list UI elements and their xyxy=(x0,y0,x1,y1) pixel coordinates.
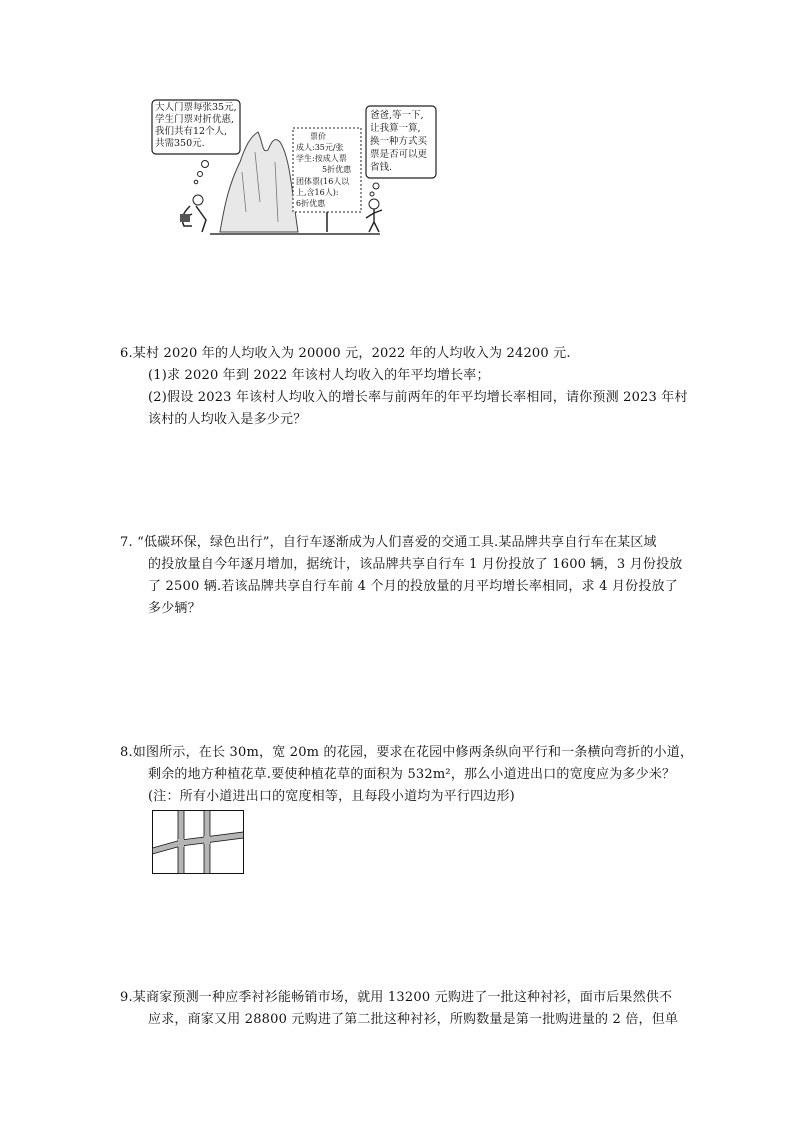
q8-stem: 8.如图所示，在长 30m，宽 20m 的花园，要求在花园中修两条纵向平行和一条横向弯折的小道， xyxy=(120,745,694,760)
garden-figure xyxy=(152,810,244,874)
q6-part-2: (2)假设 2023 年该村人均收入的增长率与前两年的年平均增长率相同，请你预测 2023 年村 xyxy=(148,390,688,405)
q8-note: (注：所有小道进出口的宽度相等，且每段小道均为平行四边形) xyxy=(148,789,515,804)
child-bubble-line: 换一种方式买 xyxy=(370,136,428,147)
q6-part-2-cont: 该村的人均收入是多少元？ xyxy=(148,412,307,427)
q7-line: 多少辆？ xyxy=(148,601,201,616)
price-board-line: 团体票(16人以 xyxy=(296,177,350,186)
q7-line: 的投放量自今年逐月增加，据统计，该品牌共享自行车 1 月份投放了 1600 辆，3 月份投放 xyxy=(148,557,683,572)
q7-stem: 7. “低碳环保，绿色出行”，自行车逐渐成为人们喜爱的交通工具.某品牌共享自行车在某区域 xyxy=(120,535,657,550)
price-board-line: 票价 xyxy=(310,132,326,141)
child-bubble-line: 让我算一算, xyxy=(370,123,421,134)
price-board-line: 学生:按成人票 xyxy=(296,154,347,163)
garden-paths-drawing xyxy=(152,810,244,874)
q9-stem: 9.某商家预测一种应季衬衫能畅销市场，就用 13200 元购进了一批这种衬衫，面市后果然供不 xyxy=(120,990,673,1005)
ticket-illustration xyxy=(150,92,440,240)
child-bubble-line: 省钱. xyxy=(370,162,393,173)
price-board-line: 成人:35元/张 xyxy=(296,143,344,152)
father-bubble-line: 大人门票每张35元, xyxy=(155,102,237,113)
price-board-line: 上,含16人): xyxy=(296,188,339,197)
price-board-line: 5折优惠 xyxy=(322,165,352,174)
q9-line: 应求，商家又用 28800 元购进了第二批这种衬衫，所购数量是第一批购进量的 2 倍，但单 xyxy=(148,1012,679,1027)
child-bubble-line: 票是否可以更 xyxy=(370,149,428,160)
father-bubble-line: 共需350元. xyxy=(155,138,205,149)
father-bubble-line: 我们共有12个人, xyxy=(155,126,228,137)
q7-line: 了 2500 辆.若该品牌共享自行车前 4 个月的投放量的月平均增长率相同，求 4 月份投放了 xyxy=(148,579,678,594)
q8-line: 剩余的地方种植花草.要使种植花草的面积为 532m²，那么小道进出口的宽度应为多少米？ xyxy=(148,767,676,782)
q6-stem: 6.某村 2020 年的人均收入为 20000 元，2022 年的人均收入为 24200 元. xyxy=(120,346,571,361)
q6-part-1: (1)求 2020 年到 2022 年该村人均收入的年平均增长率； xyxy=(148,368,490,383)
price-board-line: 6折优惠 xyxy=(296,199,326,208)
father-bubble-line: 学生门票对折优惠, xyxy=(155,114,235,125)
child-bubble-line: 爸爸,等一下, xyxy=(370,110,424,121)
